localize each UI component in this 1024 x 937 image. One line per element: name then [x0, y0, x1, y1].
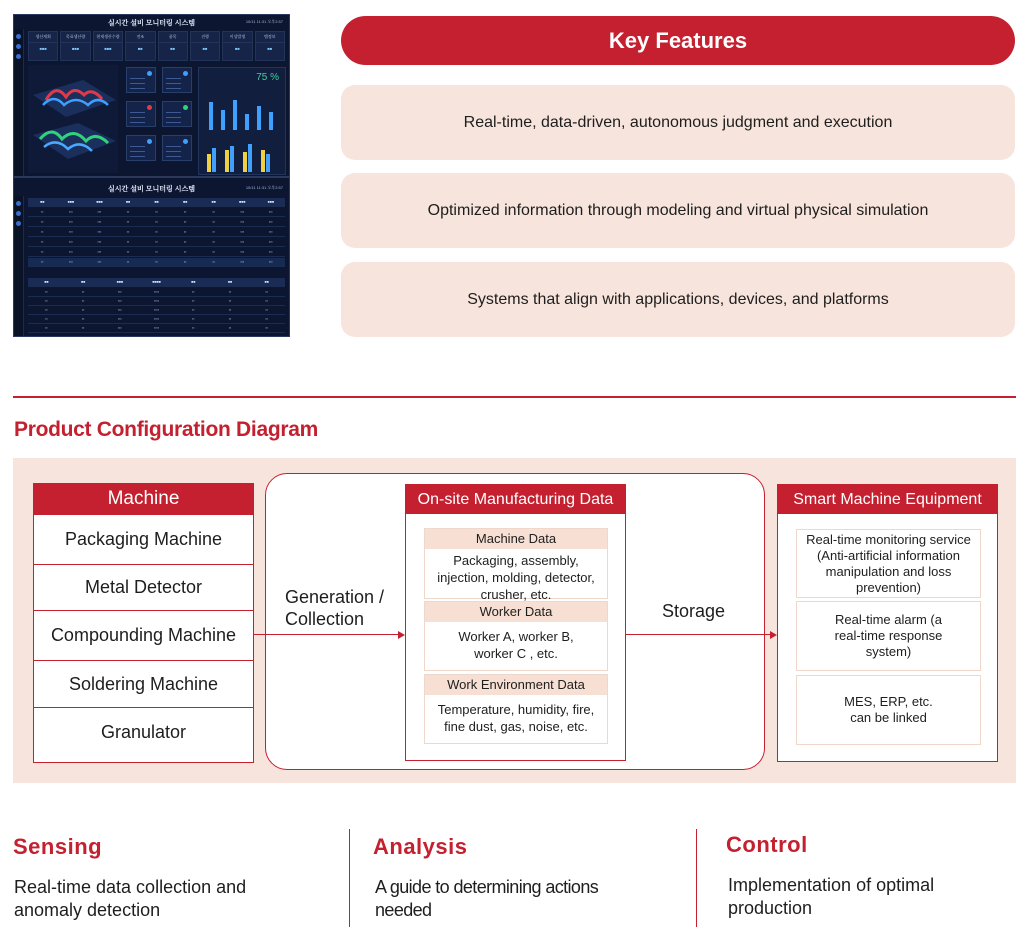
smart-item: Real-time monitoring service (Anti-artificial information manipulation and loss prevention) [796, 529, 981, 598]
group-title: Work Environment Data [425, 675, 607, 695]
rate-value: 75 % [256, 72, 279, 83]
smart-item: Real-time alarm (a real-time response system) [796, 601, 981, 671]
group-body: Packaging, assembly, injection, molding, detector, crusher, etc. [437, 553, 595, 602]
storage-arrow-line [626, 634, 772, 635]
generation-label: Generation / Collection [285, 587, 385, 629]
storage-arrow-head [770, 631, 777, 639]
factory-3d-visual [28, 65, 118, 173]
sensing-text: Real-time data collection and anomaly detection [14, 877, 247, 920]
yellow-bar-chart [203, 140, 283, 174]
log-row: ▪▪ ▪▪ ▪▪▪ ▪▪▪▪ ▪▪ ▪▪ ▪▪ [28, 324, 285, 333]
machine-item: Granulator [34, 707, 253, 757]
log-row: ▪▪ ▪▪ ▪▪▪ ▪▪▪▪ ▪▪ ▪▪ ▪▪ [28, 315, 285, 324]
machine-status-card [126, 135, 156, 161]
feature-item: Optimized information through modeling and virtual physical simulation [341, 173, 1015, 248]
column-separator [696, 829, 697, 927]
analysis-title: Analysis [373, 834, 468, 859]
table-header: ■■ ■■■ ■■■ ■■ ■■ ■■ ■■ ■■■ ■■■ [28, 198, 285, 207]
table-row: ▪▪ ▪▪▪ ▪▪▪ ▪▪ ▪▪ ▪▪ ▪▪ ▪▪▪ ▪▪▪ [28, 248, 285, 257]
kpi-row [28, 31, 285, 61]
kpi-card: 맵정보 ■■ [255, 31, 285, 61]
dashboard-sidebar [14, 29, 24, 176]
machine-title: Machine [34, 484, 253, 514]
column-separator [349, 829, 350, 927]
dashboard-screenshot-bottom [13, 177, 290, 337]
kpi-card: 전조 ■■ [125, 31, 155, 61]
log-row: ▪▪ ▪▪ ▪▪▪ ▪▪▪▪ ▪▪ ▪▪ ▪▪ [28, 288, 285, 297]
search-icon [16, 44, 21, 49]
home-icon [16, 201, 21, 206]
dashboard-time: 10/11 11:31 오후2:57 [245, 19, 283, 24]
machine-status-card [162, 67, 192, 93]
section-divider [13, 396, 1016, 398]
machine-status-card [162, 135, 192, 161]
kpi-card: 품목 ■■ [158, 31, 188, 61]
table-row: ▪▪ ▪▪▪ ▪▪▪ ▪▪ ▪▪ ▪▪ ▪▪ ▪▪▪ ▪▪▪ [28, 238, 285, 247]
kpi-card: 목표생산량 ■■■ [60, 31, 90, 61]
group-title: Machine Data [425, 529, 607, 549]
machine-data-group [424, 528, 608, 602]
analysis-text: A guide to determining actions needed [375, 877, 599, 920]
table-row: ▪▪ ▪▪▪ ▪▪▪ ▪▪ ▪▪ ▪▪ ▪▪ ▪▪▪ ▪▪▪ [28, 258, 285, 267]
log-row: ▪▪ ▪▪ ▪▪▪ ▪▪▪▪ ▪▪ ▪▪ ▪▪ [28, 306, 285, 315]
group-body: Temperature, humidity, fire, fine dust, gas, noise, etc. [437, 702, 595, 734]
dashboard-title: 실시간 설비 모니터링 시스템 [108, 20, 195, 27]
machine-item: Soldering Machine [34, 660, 253, 707]
machine-status-card [162, 101, 192, 127]
dashboard-screenshot-top [13, 14, 290, 177]
rate-panel [198, 67, 286, 175]
gear-icon [16, 54, 21, 59]
generation-arrow-line [254, 634, 400, 635]
dashboard-sidebar [14, 196, 24, 336]
blue-bar-chart [203, 96, 283, 132]
kpi-card: 생산계획 ■■■ [28, 31, 58, 61]
group-title: Worker Data [425, 602, 607, 622]
kpi-card: 진행 ■■ [190, 31, 220, 61]
onsite-data-box [405, 484, 626, 761]
machine-column [33, 483, 254, 763]
log-row: ▪▪ ▪▪ ▪▪▪ ▪▪▪▪ ▪▪ ▪▪ ▪▪ [28, 297, 285, 306]
environment-data-group [424, 674, 608, 744]
machine-status-card [126, 67, 156, 93]
dashboard-title: 실시간 설비 모니터링 시스템 [108, 186, 195, 193]
group-body: Worker A, worker B, worker C , etc. [458, 629, 574, 661]
smart-equipment-box [777, 484, 998, 762]
feature-item: Systems that align with applications, devices, and platforms [341, 262, 1015, 337]
machine-item: Packaging Machine [34, 514, 253, 564]
table-row: ▪▪ ▪▪▪ ▪▪▪ ▪▪ ▪▪ ▪▪ ▪▪ ▪▪▪ ▪▪▪ [28, 208, 285, 217]
table-row: ▪▪ ▪▪▪ ▪▪▪ ▪▪ ▪▪ ▪▪ ▪▪ ▪▪▪ ▪▪▪ [28, 228, 285, 237]
home-icon [16, 34, 21, 39]
onsite-title: On-site Manufacturing Data [406, 485, 625, 514]
worker-data-group [424, 601, 608, 671]
machine-item: Compounding Machine [34, 610, 253, 660]
generation-arrow-head [398, 631, 405, 639]
control-title: Control [726, 832, 808, 857]
machine-item: Metal Detector [34, 564, 253, 610]
section-title: Product Configuration Diagram [14, 418, 318, 441]
key-features-title: Key Features [341, 16, 1015, 65]
search-icon [16, 211, 21, 216]
gear-icon [16, 221, 21, 226]
table-row: ▪▪ ▪▪▪ ▪▪▪ ▪▪ ▪▪ ▪▪ ▪▪ ▪▪▪ ▪▪▪ [28, 218, 285, 227]
dashboard-time: 10/11 11:31 오후2:57 [245, 185, 283, 190]
kpi-card: 현재생산수량 ■■■ [93, 31, 123, 61]
smart-item: MES, ERP, etc. can be linked [796, 675, 981, 745]
storage-label: Storage [662, 601, 726, 621]
smart-title: Smart Machine Equipment [778, 485, 997, 514]
kpi-card: 이상발생 ■■ [222, 31, 252, 61]
control-text: Implementation of optimal production [728, 875, 935, 918]
log-table-header: ■■ ■■ ■■■ ■■■■ ■■ ■■ ■■ [28, 278, 285, 287]
sensing-title: Sensing [13, 834, 103, 859]
machine-status-card [126, 101, 156, 127]
feature-item: Real-time, data-driven, autonomous judgment and execution [341, 85, 1015, 160]
